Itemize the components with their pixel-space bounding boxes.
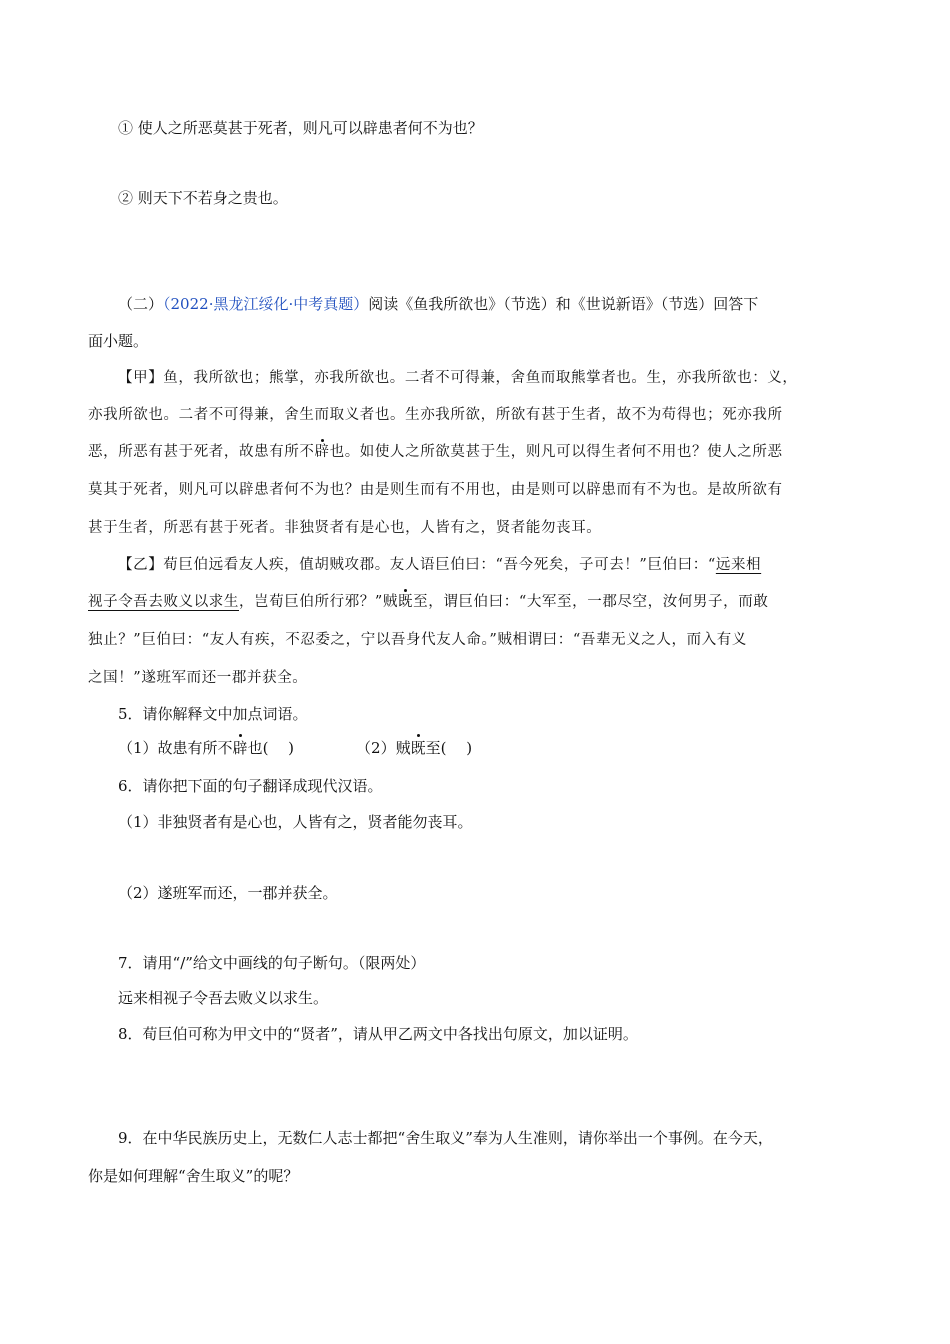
q5-sub1-blank: 也( )	[247, 739, 295, 757]
underlined-sentence: 远来相	[715, 557, 762, 573]
passage-jia-line: 甚于生者，所恶有甚于死者。非独贤者有是心也，人皆有之，贤者能勿丧耳。	[88, 520, 602, 536]
question-6-sub2: （2）遂班军而还，一郡并获全。	[118, 884, 338, 902]
q5-sub1: （1）故患有所不	[118, 739, 233, 757]
question-8: 8．荀巨伯可称为甲文中的“贤者”，请从甲乙两文中各找出句原文，加以证明。	[118, 1025, 638, 1043]
passage-text: 【乙】荀巨伯远看友人疾，值胡贼攻郡。友人语巨伯曰：“吾今死矣，子可去！”巨伯曰：“	[118, 557, 716, 573]
q5-sub2-blank: 至( )	[425, 739, 473, 757]
passage-yi-line	[88, 592, 768, 612]
question-6-sub1: （1）非独贤者有是心也，人皆有之，贤者能勿丧耳。	[118, 813, 473, 831]
answer-item-2: ② 则天下不若身之贵也。	[118, 189, 288, 207]
passage-text: 至，谓巨伯曰：“大军至，一郡尽空，汝何男子，而敢	[413, 594, 769, 610]
section-intro: 阅读《鱼我所欲也》（节选）和《世说新语》（节选）回答下	[368, 295, 759, 313]
section-number: （二）	[118, 295, 164, 313]
underlined-sentence: 视子令吾去败义以求生	[88, 594, 239, 610]
question-7-sentence: 远来相视子令吾去败义以求生。	[118, 989, 329, 1007]
passage-yi-line	[118, 555, 761, 575]
passage-text: ，岂荀巨伯所行邪？”贼	[239, 594, 399, 610]
question-5: 5．请你解释文中加点词语。	[118, 705, 308, 723]
section-intro-cont: 面小题。	[88, 332, 149, 350]
question-9: 9．在中华民族历史上，无数仁人志士都把“舍生取义”奉为人生准则，请你举出一个事例。在今天，	[118, 1129, 773, 1147]
passage-yi-line: 之国！”遂班军而还一郡并获全。	[88, 670, 308, 686]
emphasis-dot-word: 既	[410, 739, 426, 757]
passage-jia-line	[88, 442, 783, 462]
question-9-cont: 你是如何理解“舍生取义”的呢？	[88, 1167, 299, 1185]
passage-jia-line: 【甲】鱼，我所欲也；熊掌，亦我所欲也。二者不可得兼，舍鱼而取熊掌者也。生，亦我所欲也：义，	[118, 370, 798, 386]
question-7: 7．请用“/”给文中画线的句子断句。（限两处）	[118, 954, 426, 972]
emphasis-dot-word: 辟	[314, 444, 330, 460]
emphasis-dot-word: 辟	[232, 739, 248, 757]
passage-text: 恶，所恶有甚于死者，故患有所不	[88, 444, 315, 460]
section-heading	[118, 294, 758, 314]
passage-jia-line: 莫其于死者，则凡可以辟患者何不为也？由是则生而有不用也，由是则可以辟患而有不为也。是故所欲有	[88, 482, 783, 498]
passage-text: 也。如使人之所欲莫甚于生，则凡可以得生者何不用也？使人之所恶	[329, 444, 783, 460]
q5-sub2: （2）贼	[356, 739, 411, 757]
question-5-subitems	[118, 738, 472, 758]
source-link[interactable]: （2022·黑龙江绥化·中考真题）	[163, 295, 369, 313]
question-6: 6．请你把下面的句子翻译成现代汉语。	[118, 777, 383, 795]
passage-yi-line: 独止？”巨伯曰：“友人有疾，不忍委之，宁以吾身代友人命。”贼相谓曰：“吾辈无义之人，而入有义	[88, 632, 747, 648]
answer-item-1: ① 使人之所恶莫甚于死者，则凡可以辟患者何不为也？	[118, 119, 483, 137]
passage-jia-line: 亦我所欲也。二者不可得兼，舍生而取义者也。生亦我所欲，所欲有甚于生者，故不为苟得也；死亦我所	[88, 407, 783, 423]
emphasis-dot-word: 既	[398, 594, 414, 610]
